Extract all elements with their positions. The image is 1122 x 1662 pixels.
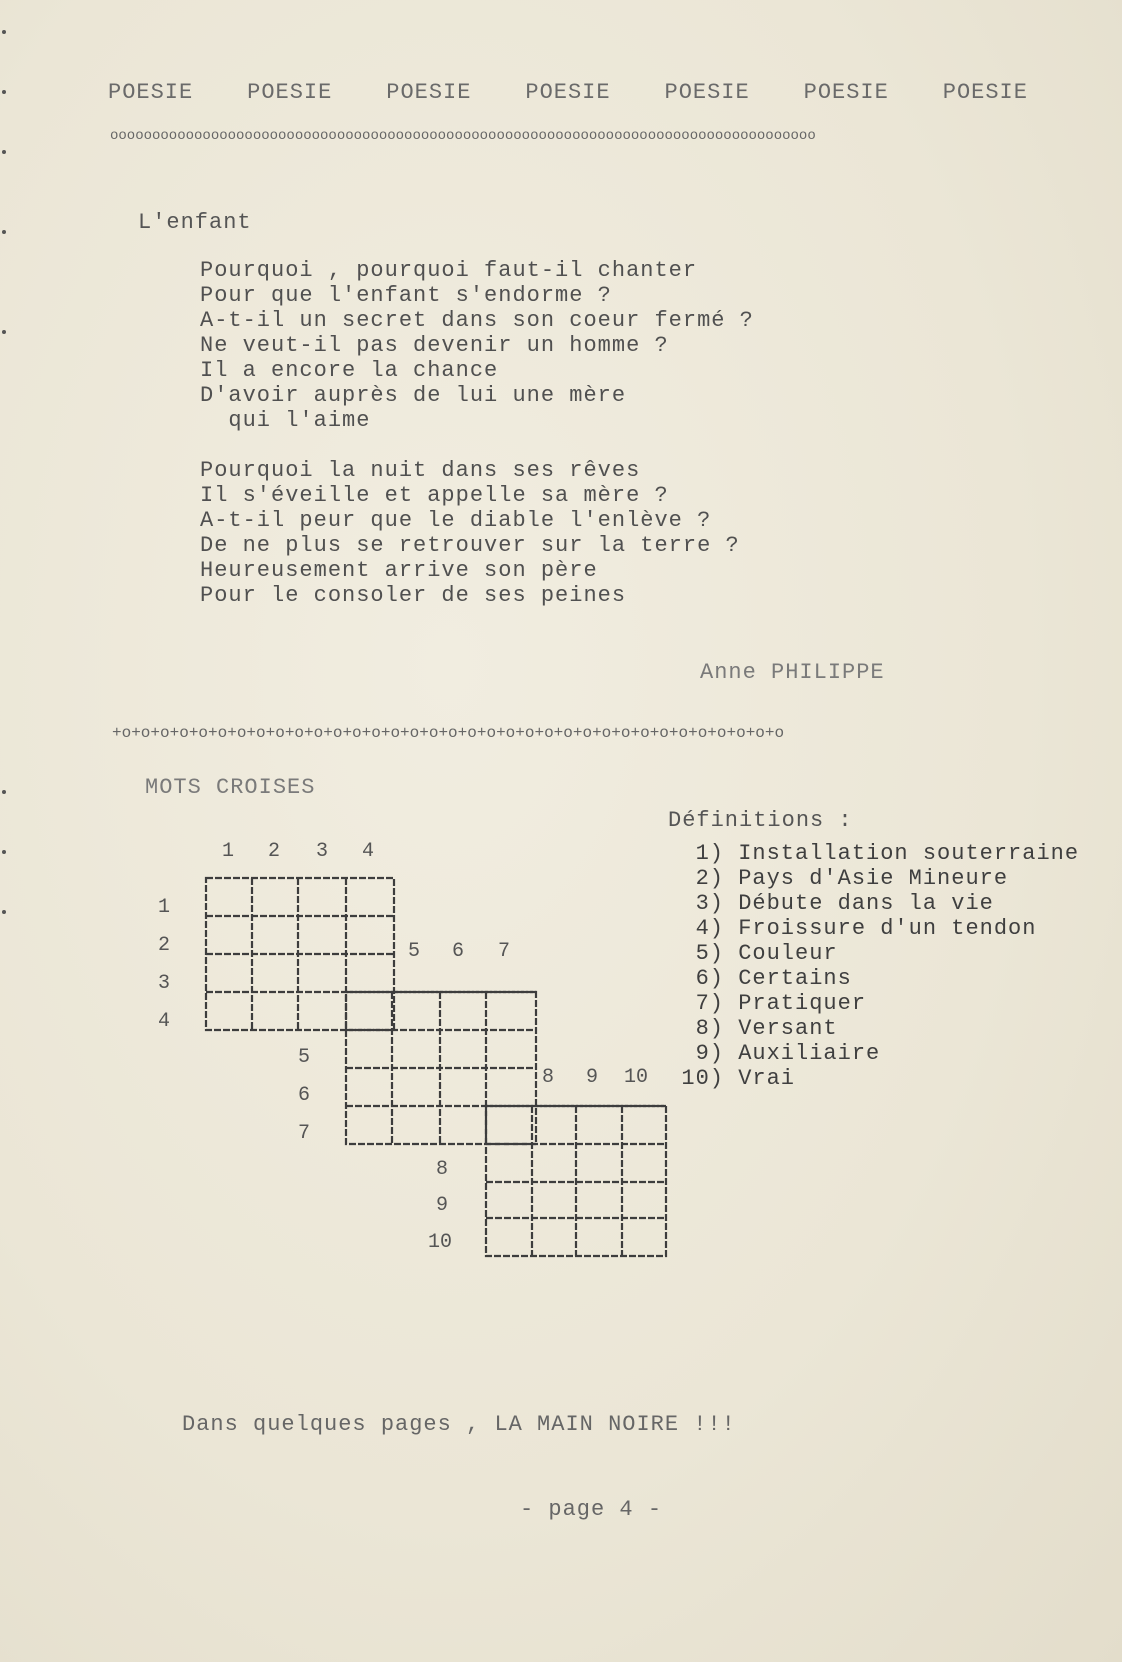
next-pages-teaser: Dans quelques pages , LA MAIN NOIRE !!!	[182, 1412, 736, 1437]
definition-item: 8) Versant	[695, 1016, 838, 1041]
poem-line: A-t-il un secret dans son coeur fermé ?	[200, 308, 754, 333]
page-number: - page 4 -	[520, 1497, 663, 1522]
poem-line: Ne veut-il pas devenir un homme ?	[200, 333, 669, 358]
row-number: 8	[436, 1158, 449, 1181]
row-number: 9	[436, 1194, 449, 1217]
col-number: 4	[362, 840, 375, 863]
header-poesie-row	[108, 80, 1028, 105]
definition-item: 7) Pratiquer	[695, 991, 867, 1016]
definition-item: 9) Auxiliaire	[695, 1041, 881, 1066]
poem-line: D'avoir auprès de lui une mère	[200, 383, 627, 408]
poem-author: Anne PHILIPPE	[700, 660, 885, 685]
definition-item: 10) Vrai	[681, 1066, 796, 1091]
header-word: POESIE	[803, 80, 889, 105]
header-word: POESIE	[247, 80, 333, 105]
col-number: 1	[222, 840, 235, 863]
definition-item: 6) Certains	[695, 966, 852, 991]
row-number: 1	[158, 896, 171, 919]
poem-line: qui l'aime	[200, 408, 371, 433]
row-number: 7	[298, 1122, 311, 1145]
row-number: 5	[298, 1046, 311, 1069]
col-number: 5	[408, 940, 421, 963]
col-number: 3	[316, 840, 329, 863]
crossword-title: MOTS CROISES	[145, 775, 316, 800]
definitions-title: Définitions :	[668, 808, 853, 833]
binding-holes	[2, 0, 10, 1662]
section-divider: +o+o+o+o+o+o+o+o+o+o+o+o+o+o+o+o+o+o+o+o+o+o+o+o+o+o+o+o+o+o+o+o+o+o+o	[112, 724, 785, 742]
poem-line: Pour que l'enfant s'endorme ?	[200, 283, 612, 308]
poem-line: De ne plus se retrouver sur la terre ?	[200, 533, 740, 558]
col-number: 10	[624, 1066, 649, 1089]
col-number: 7	[498, 940, 511, 963]
header-rule: oooooooooooooooooooooooooooooooooooooooooooooooooooooooooooooooooooooooooooooooooooo	[110, 128, 816, 144]
header-word: POESIE	[525, 80, 611, 105]
poem-line: A-t-il peur que le diable l'enlève ?	[200, 508, 712, 533]
row-number: 4	[158, 1010, 171, 1033]
definition-item: 2) Pays d'Asie Mineure	[695, 866, 1009, 891]
poem-line: Il a encore la chance	[200, 358, 499, 383]
row-number: 6	[298, 1084, 311, 1107]
poem-line: Pourquoi la nuit dans ses rêves	[200, 458, 641, 483]
header-word: POESIE	[386, 80, 472, 105]
poem-title: L'enfant	[138, 210, 252, 235]
row-number: 3	[158, 972, 171, 995]
poem-line: Il s'éveille et appelle sa mère ?	[200, 483, 669, 508]
poem-line: Pour le consoler de ses peines	[200, 583, 627, 608]
poem-line: Heureusement arrive son père	[200, 558, 598, 583]
col-number: 8	[542, 1066, 555, 1089]
definitions-panel	[668, 808, 1079, 1091]
row-number: 10	[428, 1231, 453, 1254]
definition-item: 3) Débute dans la vie	[695, 891, 994, 916]
crossword-grid	[140, 820, 680, 1270]
definition-item: 5) Couleur	[695, 941, 838, 966]
col-number: 2	[268, 840, 281, 863]
definition-item: 1) Installation souterraine	[695, 841, 1080, 866]
row-number: 2	[158, 934, 171, 957]
header-word: POESIE	[664, 80, 750, 105]
col-number: 9	[586, 1066, 599, 1089]
header-word: POESIE	[942, 80, 1028, 105]
header-word: POESIE	[108, 80, 194, 105]
col-number: 6	[452, 940, 465, 963]
definition-item: 4) Froissure d'un tendon	[695, 916, 1037, 941]
poem-line: Pourquoi , pourquoi faut-il chanter	[200, 258, 698, 283]
